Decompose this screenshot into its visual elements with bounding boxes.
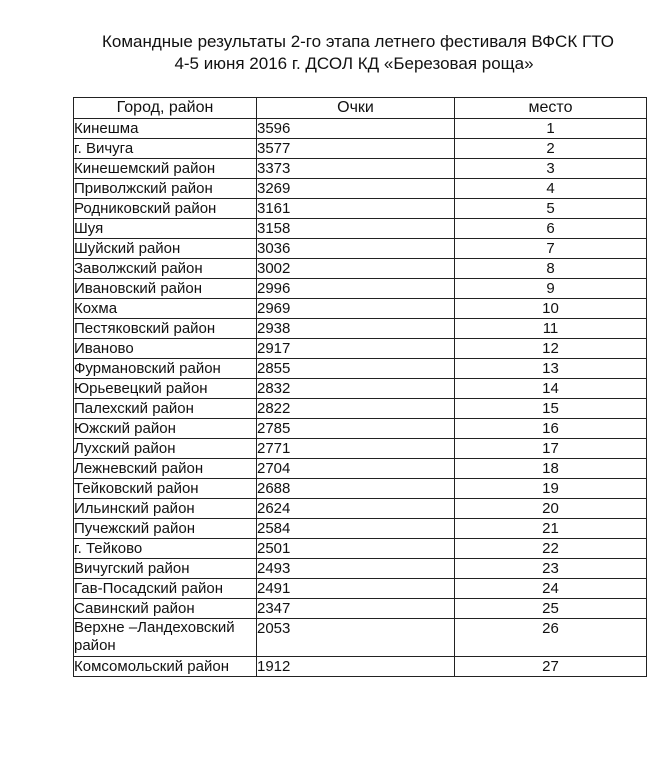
table-row [74, 399, 647, 419]
table-row [74, 479, 647, 499]
cell-points: 1912 [257, 657, 455, 677]
table-row [74, 619, 647, 657]
cell-place: 26 [455, 619, 647, 657]
cell-city: Кинешма [74, 119, 257, 139]
cell-city: Шуйский район [74, 239, 257, 259]
cell-place: 25 [455, 599, 647, 619]
cell-city: Кохма [74, 299, 257, 319]
header-city: Город, район [74, 98, 257, 119]
cell-city: Комсомольский район [74, 657, 257, 677]
cell-city: Пестяковский район [74, 319, 257, 339]
table-row [74, 299, 647, 319]
cell-place: 18 [455, 459, 647, 479]
cell-points: 3161 [257, 199, 455, 219]
cell-city: Южский район [74, 419, 257, 439]
cell-city: Родниковский район [74, 199, 257, 219]
table-row [74, 657, 647, 677]
cell-points: 2584 [257, 519, 455, 539]
cell-city: Кинешемский район [74, 159, 257, 179]
table-row [74, 419, 647, 439]
cell-place: 13 [455, 359, 647, 379]
table-row [74, 459, 647, 479]
cell-city: Пучежский район [74, 519, 257, 539]
table-row [74, 179, 647, 199]
table-row [74, 539, 647, 559]
cell-points: 3036 [257, 239, 455, 259]
cell-place: 9 [455, 279, 647, 299]
cell-city: г. Вичуга [74, 139, 257, 159]
cell-points: 2832 [257, 379, 455, 399]
cell-city: г. Тейково [74, 539, 257, 559]
table-row [74, 259, 647, 279]
cell-points: 2969 [257, 299, 455, 319]
cell-city: Палехский район [74, 399, 257, 419]
cell-place: 20 [455, 499, 647, 519]
cell-points: 2053 [257, 619, 455, 657]
cell-city: Лежневский район [74, 459, 257, 479]
table-row [74, 319, 647, 339]
cell-points: 2491 [257, 579, 455, 599]
table-row [74, 579, 647, 599]
cell-points: 3158 [257, 219, 455, 239]
cell-place: 23 [455, 559, 647, 579]
cell-city: Вичугский район [74, 559, 257, 579]
cell-points: 2822 [257, 399, 455, 419]
table-row [74, 119, 647, 139]
table-row [74, 219, 647, 239]
table-row [74, 499, 647, 519]
cell-place: 14 [455, 379, 647, 399]
cell-place: 7 [455, 239, 647, 259]
cell-city: Заволжский район [74, 259, 257, 279]
table-row [74, 519, 647, 539]
cell-place: 1 [455, 119, 647, 139]
cell-place: 11 [455, 319, 647, 339]
document-title-line-1: Командные результаты 2-го этапа летнего фестиваля ВФСК ГТО [101, 32, 615, 51]
cell-points: 3002 [257, 259, 455, 279]
cell-city: Ильинский район [74, 499, 257, 519]
cell-city: Верхне –Ландеховский район [74, 619, 257, 657]
cell-place: 27 [455, 657, 647, 677]
cell-points: 2938 [257, 319, 455, 339]
cell-place: 17 [455, 439, 647, 459]
table-row [74, 339, 647, 359]
cell-points: 2917 [257, 339, 455, 359]
table-row [74, 139, 647, 159]
cell-points: 2347 [257, 599, 455, 619]
table-row [74, 439, 647, 459]
cell-points: 2855 [257, 359, 455, 379]
table-row [74, 599, 647, 619]
cell-city: Шуя [74, 219, 257, 239]
cell-points: 3596 [257, 119, 455, 139]
table-row [74, 239, 647, 259]
cell-city: Ивановский район [74, 279, 257, 299]
cell-points: 2785 [257, 419, 455, 439]
cell-place: 12 [455, 339, 647, 359]
header-place: место [455, 98, 647, 119]
cell-place: 2 [455, 139, 647, 159]
cell-place: 19 [455, 479, 647, 499]
table-row [74, 559, 647, 579]
table-row [74, 279, 647, 299]
document-title-line-2: 4-5 июня 2016 г. ДСОЛ КД «Березовая роща» [174, 54, 534, 73]
table-header-row [74, 98, 647, 119]
cell-place: 8 [455, 259, 647, 279]
cell-city: Гав-Посадский район [74, 579, 257, 599]
cell-points: 3577 [257, 139, 455, 159]
cell-place: 3 [455, 159, 647, 179]
results-table [73, 97, 647, 677]
cell-points: 2688 [257, 479, 455, 499]
cell-place: 22 [455, 539, 647, 559]
cell-points: 2501 [257, 539, 455, 559]
cell-place: 4 [455, 179, 647, 199]
cell-city: Тейковский район [74, 479, 257, 499]
table-row [74, 159, 647, 179]
cell-city: Лухский район [74, 439, 257, 459]
cell-points: 2704 [257, 459, 455, 479]
cell-city: Иваново [74, 339, 257, 359]
cell-city: Юрьевецкий район [74, 379, 257, 399]
cell-place: 10 [455, 299, 647, 319]
cell-place: 15 [455, 399, 647, 419]
cell-points: 3373 [257, 159, 455, 179]
table-row [74, 359, 647, 379]
table-row [74, 199, 647, 219]
cell-points: 2624 [257, 499, 455, 519]
cell-points: 2493 [257, 559, 455, 579]
cell-city: Савинский район [74, 599, 257, 619]
cell-place: 16 [455, 419, 647, 439]
cell-place: 6 [455, 219, 647, 239]
header-points: Очки [257, 98, 455, 119]
cell-place: 24 [455, 579, 647, 599]
cell-points: 2771 [257, 439, 455, 459]
cell-place: 21 [455, 519, 647, 539]
cell-points: 2996 [257, 279, 455, 299]
table-row [74, 379, 647, 399]
cell-place: 5 [455, 199, 647, 219]
cell-city: Приволжский район [74, 179, 257, 199]
cell-points: 3269 [257, 179, 455, 199]
cell-city: Фурмановский район [74, 359, 257, 379]
